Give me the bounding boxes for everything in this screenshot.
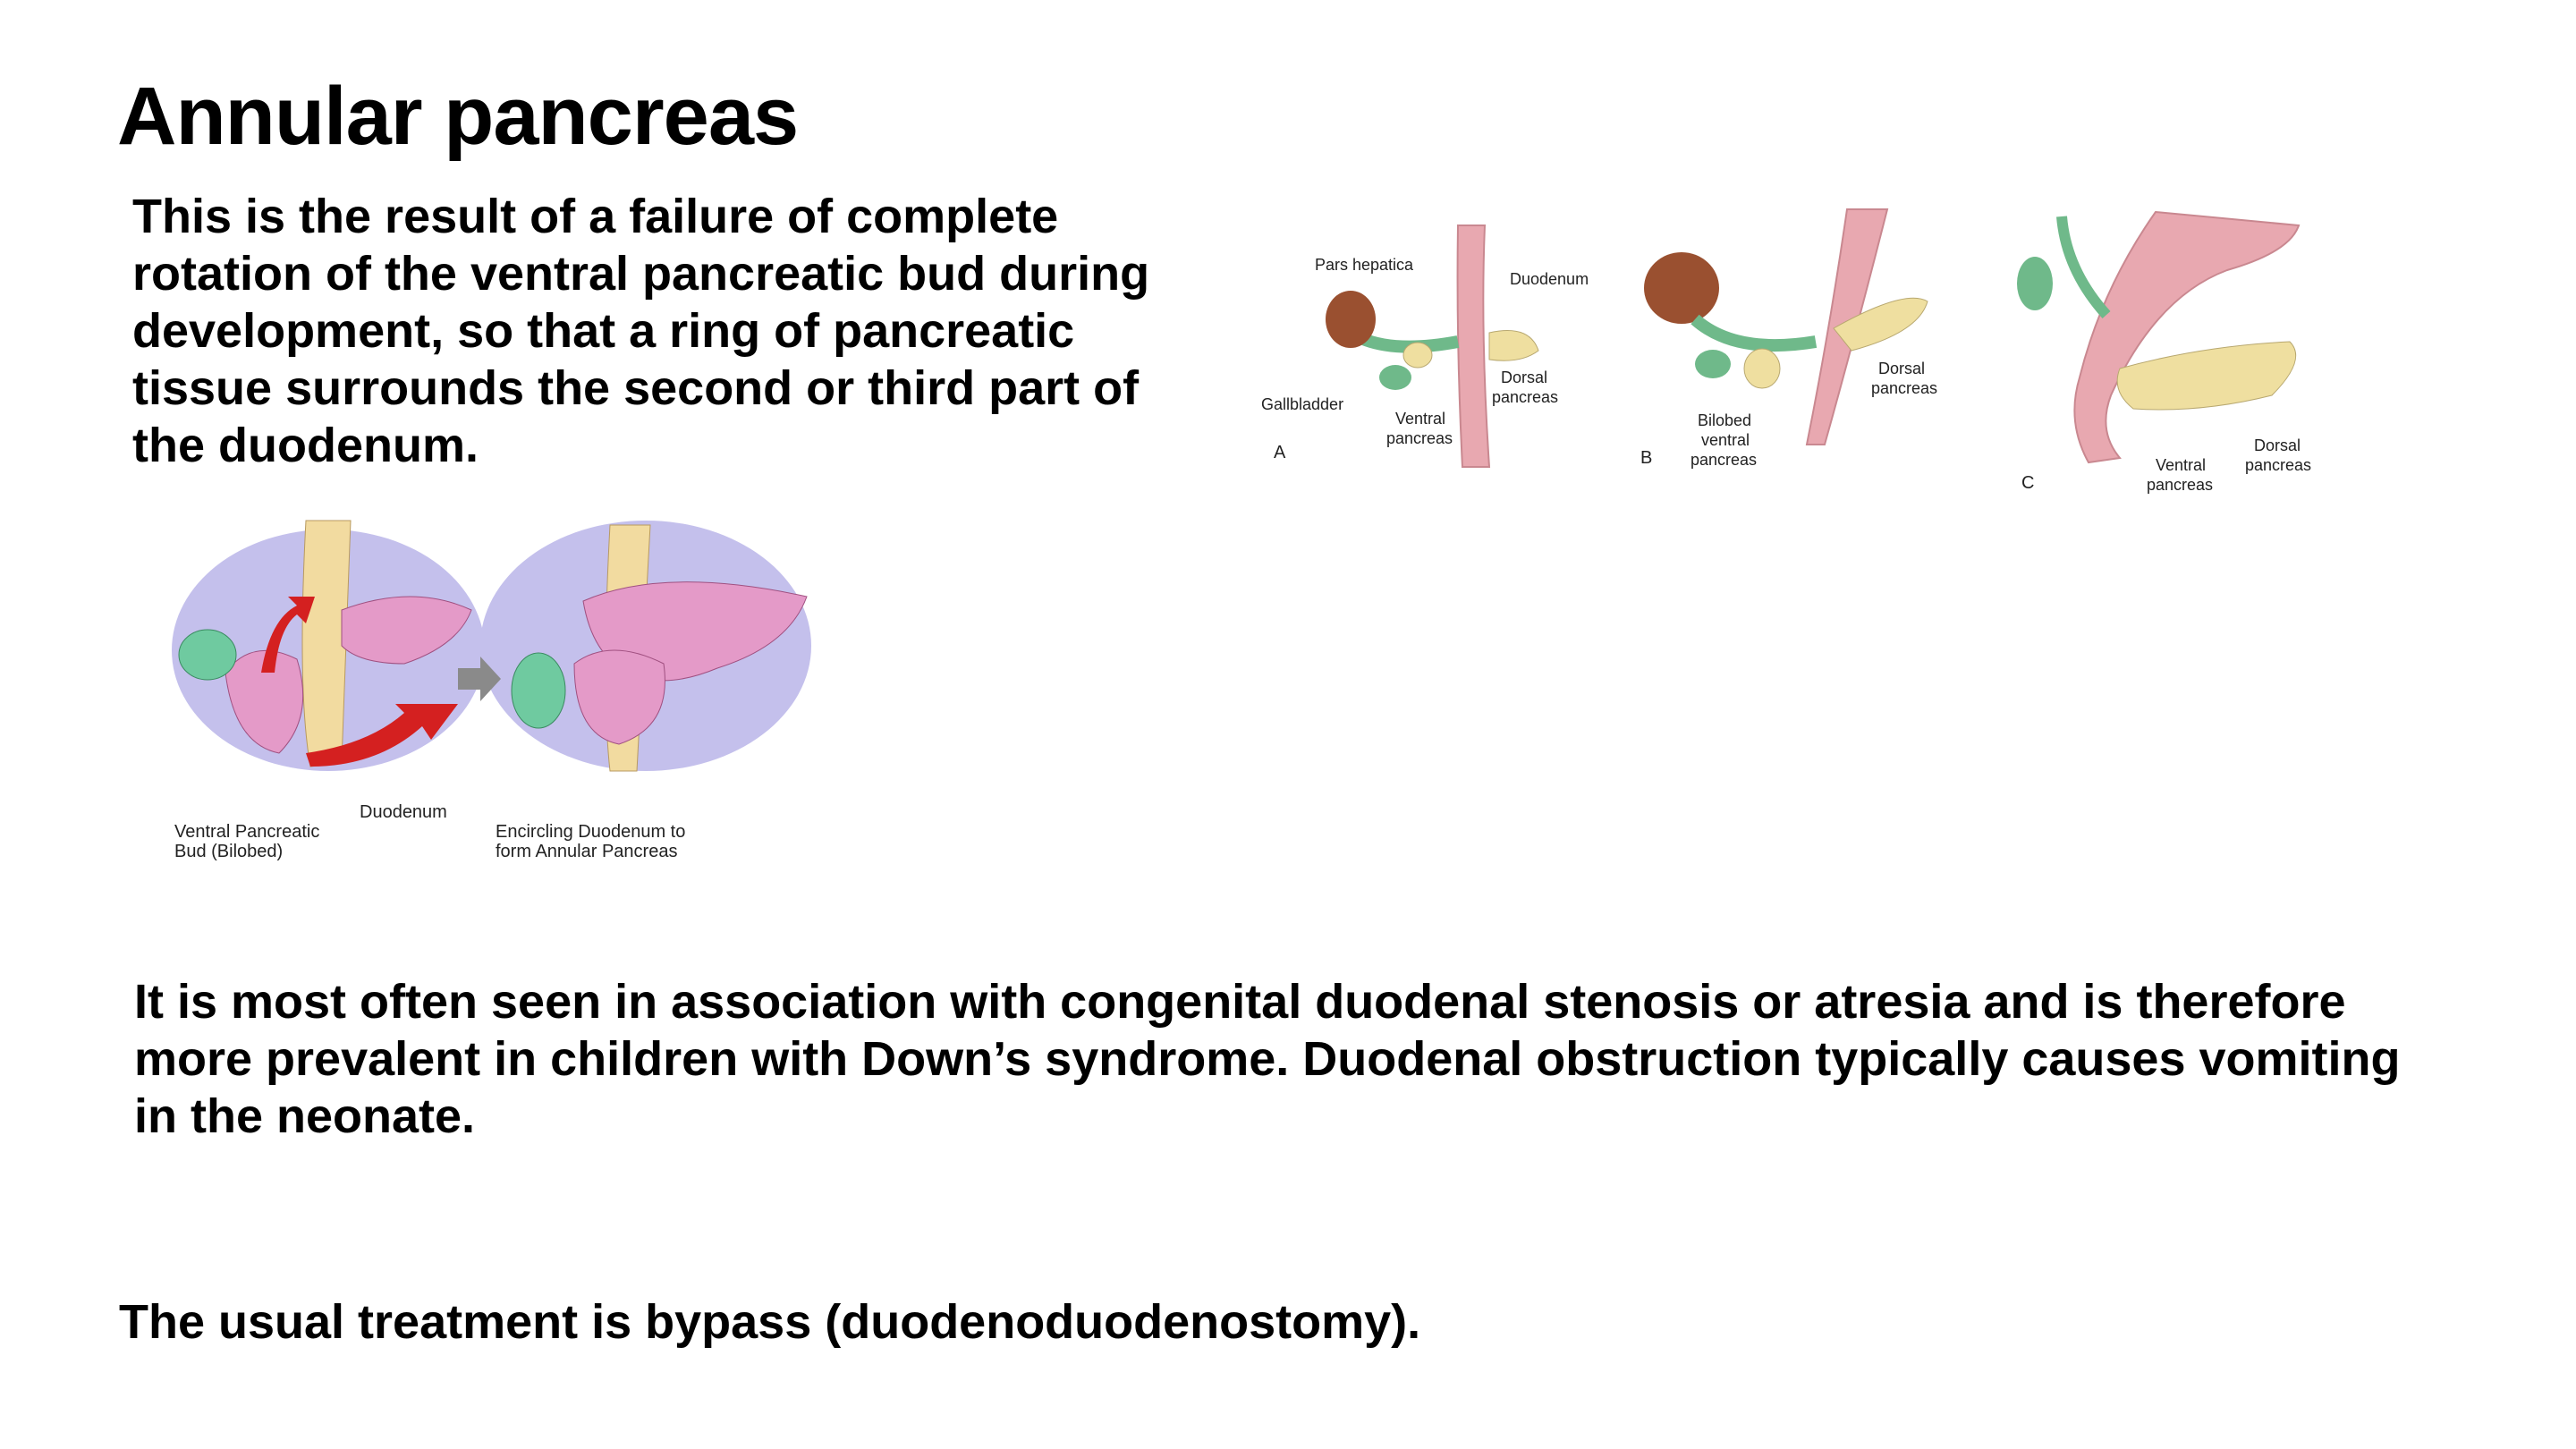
panel-letter-c: C (2021, 473, 2035, 493)
pancreas-development-figure (1261, 199, 2424, 503)
gallbladder-left (179, 630, 236, 680)
panel-a (1261, 225, 1589, 467)
gallbladder-c (2017, 257, 2053, 310)
label-encircling-1: Encircling Duodenum to (496, 822, 686, 842)
label-dorsal-b-1: Dorsal (1878, 360, 1926, 377)
label-dorsal-c-1: Dorsal (2254, 436, 2301, 454)
bile-duct-c (2062, 216, 2106, 315)
panel-letter-b: B (1640, 448, 1653, 468)
dorsal-pancreas-a (1489, 331, 1538, 361)
label-dorsal-a-1: Dorsal (1501, 369, 1548, 386)
label-bilobed-2: ventral (1701, 431, 1750, 449)
duodenum-a (1458, 225, 1489, 467)
label-dorsal-a-2: pancreas (1492, 388, 1559, 406)
label-ventral-a-2: pancreas (1386, 429, 1453, 447)
ventral-pancreas-a (1403, 343, 1432, 368)
label-ventral-bud-2: Bud (Bilobed) (174, 842, 284, 861)
duodenum-c (2074, 212, 2299, 462)
label-pars-hepatica: Pars hepatica (1315, 256, 1414, 274)
treatment-paragraph: The usual treatment is bypass (duodenoduodenostomy). (119, 1295, 1421, 1349)
bile-duct-b (1695, 319, 1816, 345)
liver-bud-b (1644, 252, 1719, 324)
label-bilobed-3: pancreas (1690, 451, 1758, 469)
pars-hepatica-bud (1326, 291, 1376, 348)
bilobed-ventral-pancreas (1744, 349, 1780, 388)
panel-c (2017, 212, 2311, 494)
label-ventral-c-1: Ventral (2156, 456, 2207, 474)
label-encircling-2: form Annular Pancreas (496, 842, 678, 861)
label-ventral-bud-1: Ventral Pancreatic (174, 822, 320, 842)
annular-formation-figure (163, 512, 816, 905)
gallbladder-right (512, 653, 565, 728)
panel-letter-a: A (1274, 443, 1286, 462)
label-ventral-c-2: pancreas (2147, 476, 2214, 494)
label-gallbladder: Gallbladder (1261, 395, 1344, 413)
label-ventral-a-1: Ventral (1395, 410, 1446, 428)
association-paragraph: It is most often seen in association with congenital duodenal stenosis or atresia and is therefore more prevalent in children with Down’s syndrome. Duodenal obstruction typically causes vomiting in the neonate. (134, 975, 2401, 1143)
label-duodenum: Duodenum (360, 802, 447, 822)
panel-b (1640, 209, 1937, 469)
label-dorsal-c-2: pancreas (2245, 456, 2312, 474)
gallbladder-b (1695, 350, 1731, 378)
gallbladder-a (1379, 365, 1411, 390)
label-duodenum-a: Duodenum (1510, 270, 1589, 288)
pancreas-c (2117, 342, 2296, 410)
label-bilobed-1: Bilobed (1698, 411, 1752, 429)
definition-paragraph: This is the result of a failure of complete rotation of the ventral pancreatic bud during development, so that a ring of pancreatic tissue surrounds the second or third part of the duodenum. (132, 190, 1150, 472)
label-dorsal-b-2: pancreas (1871, 379, 1938, 397)
slide-title: Annular pancreas (117, 71, 799, 162)
